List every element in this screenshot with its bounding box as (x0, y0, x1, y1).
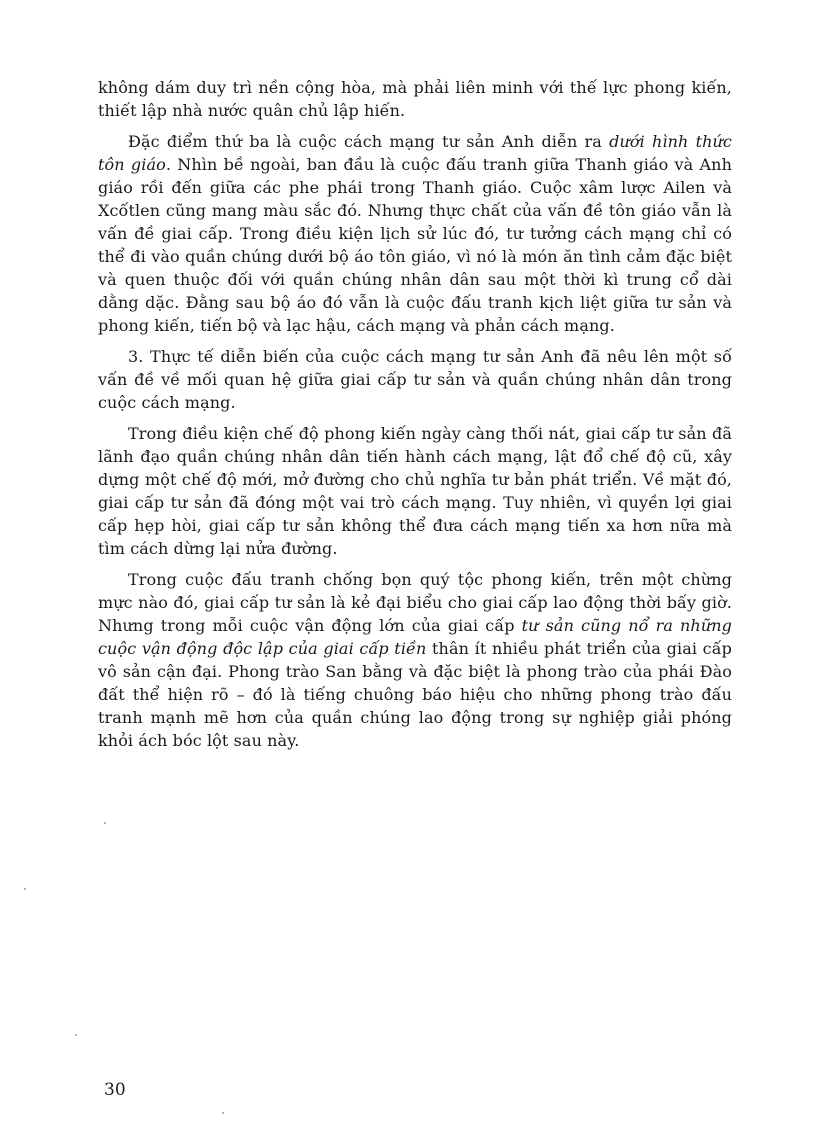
paragraph-4 (98, 422, 732, 560)
paragraph-4-segment-1: Trong điều kiện chế độ phong kiến ngày càng thối nát, giai cấp tư sản đã lãnh đạo quần chúng nhân dân tiến hành cách mạng, lật đổ chế độ cũ, xây dựng một chế độ mới, mở đường cho chủ nghĩa tư bản phát triển. Về mặt đó, giai cấp tư sản đã đóng một vai trò cách mạng. Tuy nhiên, vì quyền lợi giai cấp hẹp hòi, giai cấp tư sản không thể đưa cách mạng tiến xa hơn nữa mà tìm cách dừng lại nửa đường. (98, 424, 732, 558)
scan-speck (24, 888, 26, 890)
paragraph-2-segment-3: . Nhìn bề ngoài, ban đầu là cuộc đấu tranh giữa Thanh giáo và Anh giáo rồi đến giữa các phe phái trong Thanh giáo. Cuộc xâm lược Ailen và Xcốtlen cũng mang màu sắc đó. Nhưng thực chất của vấn đề tôn giáo vẫn là vấn đề giai cấp. Trong điều kiện lịch sử lúc đó, tư tưởng cách mạng chỉ có thể đi vào quần chúng dưới bộ áo tôn giáo, vì nó là món ăn tình cảm đặc biệt và quen thuộc đối với quần chúng nhân dân sau một thời kì trung cổ dài dằng dặc. Đằng sau bộ áo đó vẫn là cuộc đấu tranh kịch liệt giữa tư sản và phong kiến, tiến bộ và lạc hậu, cách mạng và phản cách mạng. (98, 155, 732, 335)
scan-speck (75, 1034, 77, 1036)
scan-speck (104, 822, 106, 824)
paragraph-2-segment-1: Đặc điểm thứ ba là cuộc cách mạng tư sản Anh diễn ra (128, 132, 610, 151)
paragraph-1-segment-1: không dám duy trì nền cộng hòa, mà phải liên minh với thế lực phong kiến, thiết lập nhà nước quân chủ lập hiến. (98, 78, 732, 120)
paragraph-5-italic-phrase: tư sản cũng nổ ra những cuộc vận động độc lập của giai cấp tiền (98, 616, 732, 658)
body-text (98, 76, 732, 760)
paragraph-3-segment-1: 3. Thực tế diễn biến của cuộc cách mạng tư sản Anh đã nêu lên một số vấn đề về mối quan hệ giữa giai cấp tư sản và quần chúng nhân dân trong cuộc cách mạng. (98, 347, 732, 412)
paragraph-5-segment-3: thân ít nhiều phát triển của giai cấp vô sản cận đại. Phong trào San bằng và đặc biệt là phong trào của phái Đào đất thể hiện rõ – đó là tiếng chuông báo hiệu cho những phong trào đấu tranh mạnh mẽ hơn của quần chúng lao động trong sự nghiệp giải phóng khỏi ách bóc lột sau này. (98, 639, 732, 750)
paragraph-5 (98, 568, 732, 752)
paragraph-5-segment-1: Trong cuộc đấu tranh chống bọn quý tộc phong kiến, trên một chừng mực nào đó, giai cấp tư sản là kẻ đại biểu cho giai cấp lao động thời bấy giờ. Nhưng trong mỗi cuộc vận động lớn của giai cấp (98, 570, 732, 635)
paragraph-1 (98, 76, 732, 122)
paragraph-3 (98, 345, 732, 414)
paragraph-2-italic-phrase: dưới hình thức tôn giáo (98, 132, 732, 174)
scan-speck (222, 1112, 224, 1114)
page-number: 30 (104, 1080, 126, 1100)
paragraph-2 (98, 130, 732, 337)
corner-stamp (765, 0, 816, 30)
